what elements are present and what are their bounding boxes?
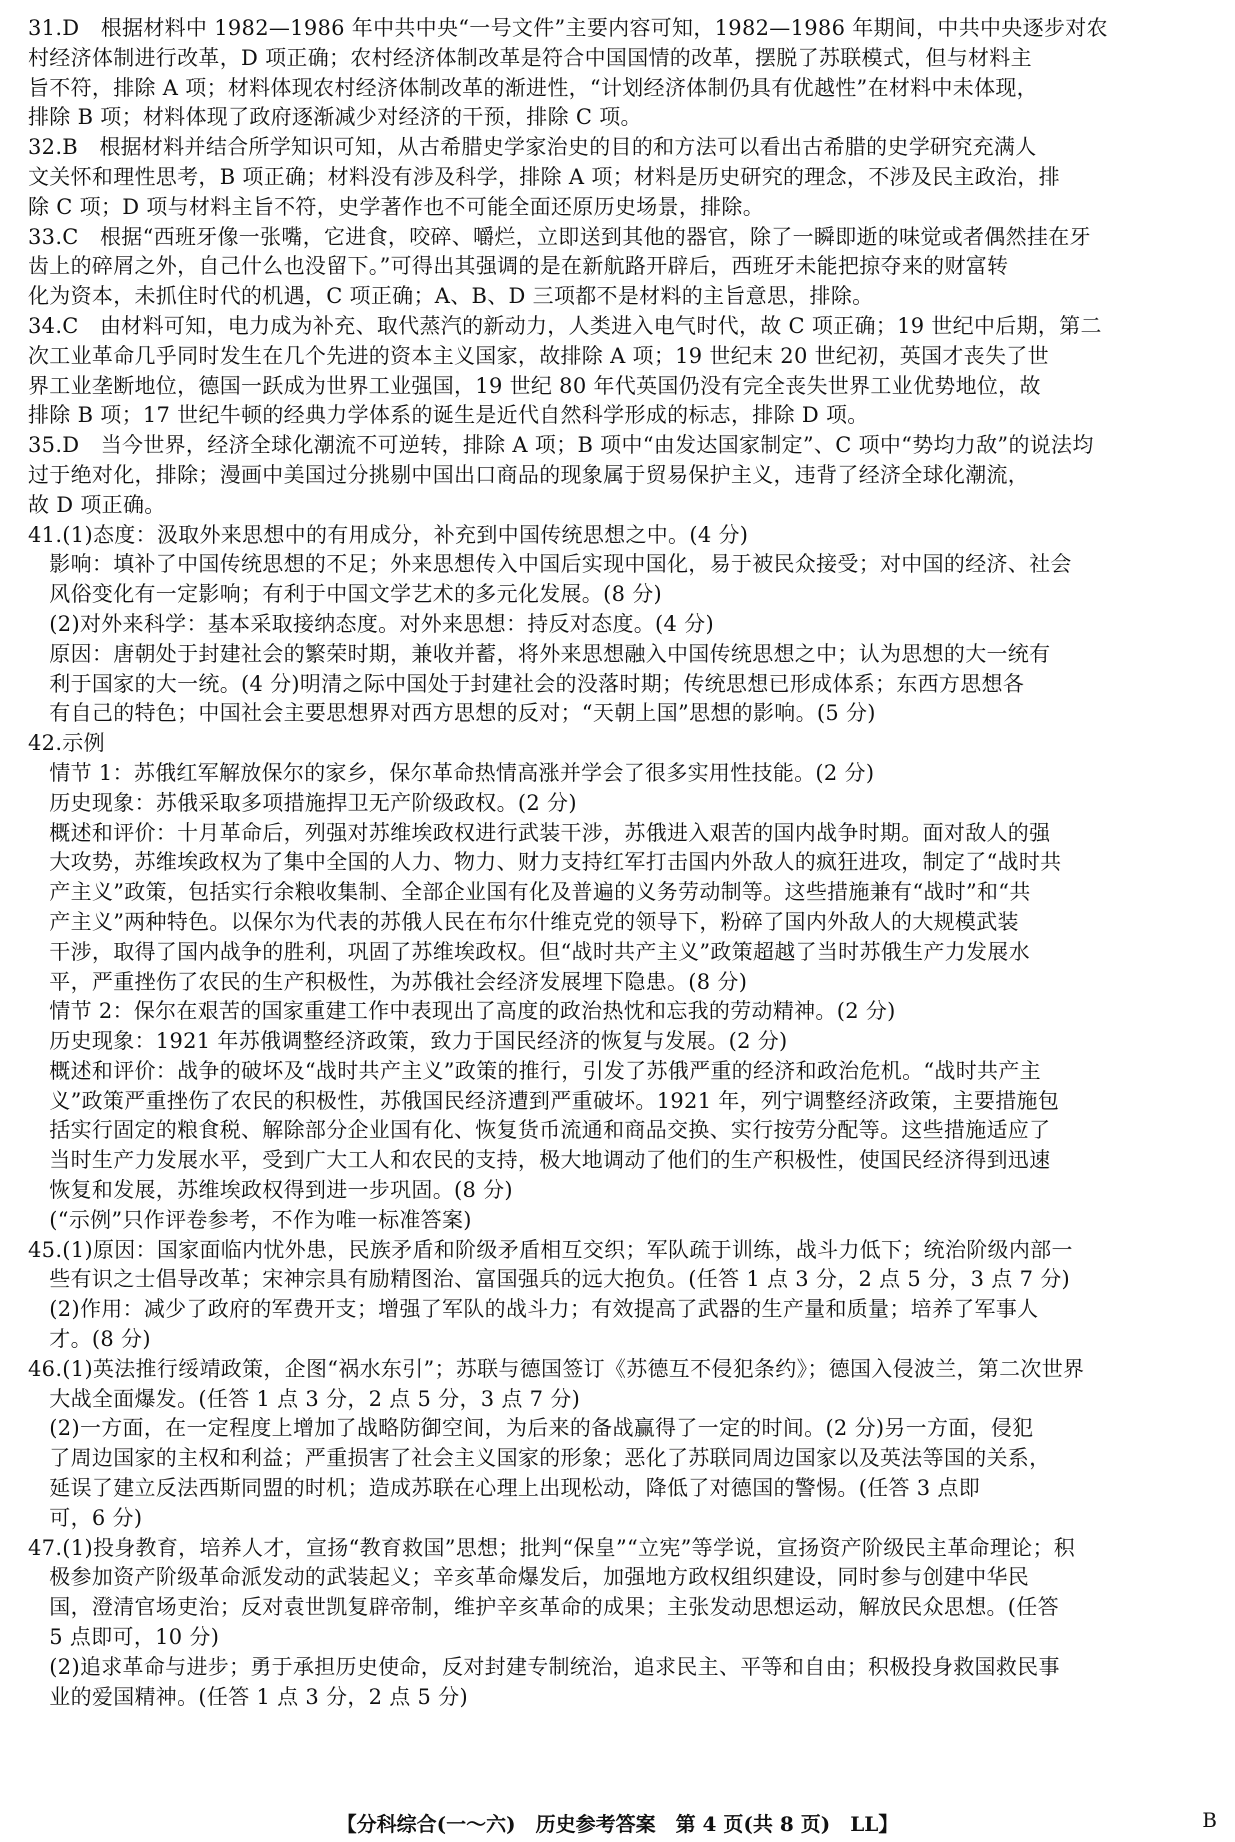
- answer-line: 过于绝对化，排除；漫画中美国过分挑剔中国出口商品的现象属于贸易保护主义，违背了经济全球化潮流，: [28, 462, 1030, 487]
- answer-line: 界工业垄断地位，德国一跃成为世界工业强国，19 世纪 80 年代英国仍没有完全丧失世界工业优势地位，故: [28, 373, 1041, 398]
- answer-line: 括实行固定的粮食税、解除部分企业国有化、恢复货币流通和商品交换、实行按劳分配等。这些措施适应了: [28, 1118, 1051, 1143]
- answer-line: 大战全面爆发。(任答 1 点 3 分，2 点 5 分，3 点 7 分): [28, 1386, 581, 1411]
- answer-line: 47.(1)投身教育，培养人才，宣扬“教育救国”思想；批判“保皇”“立宪”等学说，宣扬资产阶级民主革命理论；积: [28, 1535, 1076, 1560]
- answer-line: 原因：唐朝处于封建社会的繁荣时期，兼收并蓄，将外来思想融入中国传统思想之中；认为思想的大一统有: [28, 641, 1051, 666]
- footer-text: 【分科综合(一～六) 历史参考答案 第 4 页(共 8 页) LL】: [336, 1812, 899, 1836]
- answer-line: 5 点即可，10 分): [28, 1625, 220, 1650]
- answer-line: 历史现象：苏俄采取多项措施捍卫无产阶级政权。(2 分): [28, 790, 577, 815]
- answer-line: 国，澄清官场吏治；反对袁世凯复辟帝制，维护辛亥革命的成果；主张发动思想运动，解放民众思想。(任答: [28, 1595, 1059, 1620]
- answer-line: 历史现象：1921 年苏俄调整经济政策，致力于国民经济的恢复与发展。(2 分): [28, 1029, 788, 1054]
- answer-line: 情节 1：苏俄红军解放保尔的家乡，保尔革命热情高涨并学会了很多实用性技能。(2 分): [28, 760, 875, 785]
- answer-line: 排除 B 项；17 世纪牛顿的经典力学体系的诞生是近代自然科学形成的标志，排除 D 项。: [28, 403, 869, 428]
- answer-line: (2)追求革命与进步；勇于承担历史使命，反对封建专制统治，追求民主、平等和自由；积极投身救国救民事: [28, 1654, 1060, 1679]
- answer-line: 32.B 根据材料并结合所学知识可知，从古希腊史学家治史的目的和方法可以看出古希腊的史学研究充满人: [28, 135, 1037, 160]
- answer-line: 产主义”两种特色。以保尔为代表的苏俄人民在布尔什维克党的领导下，粉碎了国内外敌人的大规模武装: [28, 909, 1019, 934]
- answer-line: 文关怀和理性思考，B 项正确；材料没有涉及科学，排除 A 项；材料是历史研究的理念，不涉及民主政治，排: [28, 164, 1060, 189]
- answer-line: 村经济体制进行改革，D 项正确；农村经济体制改革是符合中国国情的改革，摆脱了苏联模式，但与材料主: [28, 45, 1032, 70]
- answer-line: 业的爱国精神。(任答 1 点 3 分，2 点 5 分): [28, 1684, 468, 1709]
- answer-line: 化为资本，未抓住时代的机遇，C 项正确；A、B、D 三项都不是材料的主旨意思，排除。: [28, 284, 874, 309]
- answer-line: (2)作用：减少了政府的军费开支；增强了军队的战斗力；有效提高了武器的生产量和质量；培养了军事人: [28, 1297, 1039, 1322]
- answer-line: 35.D 当今世界，经济全球化潮流不可逆转，排除 A 项；B 项中“由发达国家制定”、C 项中“势均力敌”的说法均: [28, 433, 1094, 458]
- answer-line: 概述和评价：十月革命后，列强对苏维埃政权进行武装干涉，苏俄进入艰苦的国内战争时期。面对敌人的强: [28, 820, 1051, 845]
- answer-line: 延误了建立反法西斯同盟的时机；造成苏联在心理上出现松动，降低了对德国的警惕。(任答 3 点即: [28, 1476, 980, 1501]
- answer-line: 影响：填补了中国传统思想的不足；外来思想传入中国后实现中国化，易于被民众接受；对中国的经济、社会: [28, 552, 1072, 577]
- answer-page: [28, 14, 1218, 1712]
- paper-version-mark: B: [1202, 1808, 1217, 1832]
- answer-line: 大攻势，苏维埃政权为了集中全国的人力、物力、财力支持红军打击国内外敌人的疯狂进攻，制定了“战时共: [28, 850, 1062, 875]
- answer-line: 干涉，取得了国内战争的胜利，巩固了苏维埃政权。但“战时共产主义”政策超越了当时苏俄生产力发展水: [28, 939, 1030, 964]
- answer-line: 排除 B 项；材料体现了政府逐渐减少对经济的干预，排除 C 项。: [28, 105, 642, 130]
- answer-line: 情节 2：保尔在艰苦的国家重建工作中表现出了高度的政治热忱和忘我的劳动精神。(2 分): [28, 999, 896, 1024]
- answer-line: 极参加资产阶级革命派发动的武装起义；辛亥革命爆发后，加强地方政权组织建设，同时参与创建中华民: [28, 1565, 1030, 1590]
- answer-line: 46.(1)英法推行绥靖政策，企图“祸水东引”；苏联与德国签订《苏德互不侵犯条约》；德国入侵波兰，第二次世界: [28, 1356, 1085, 1381]
- answer-line: 旨不符，排除 A 项；材料体现农村经济体制改革的渐进性，“计划经济体制仍具有优越性”在材料中未体现，: [28, 75, 1038, 100]
- answer-line: 些有识之士倡导改革；宋神宗具有励精图治、富国强兵的远大抱负。(任答 1 点 3 分，2 点 5 分，3 点 7 分): [28, 1267, 1070, 1292]
- answer-line: 平，严重挫伤了农民的生产积极性，为苏俄社会经济发展埋下隐患。(8 分): [28, 969, 748, 994]
- answer-line: 33.C 根据“西班牙像一张嘴，它进食，咬碎、嚼烂，立即送到其他的器官，除了一瞬即逝的味觉或者偶然挂在牙: [28, 224, 1091, 249]
- answer-line: 42.示例: [28, 731, 105, 756]
- answer-line: 义”政策严重挫伤了农民的积极性，苏俄国民经济遭到严重破坏。1921 年，列宁调整经济政策，主要措施包: [28, 1088, 1060, 1113]
- answer-line: 故 D 项正确。: [28, 492, 166, 517]
- answer-line: 有自己的特色；中国社会主要思想界对西方思想的反对；“天朝上国”思想的影响。(5 分): [28, 701, 876, 726]
- answer-line: 31.D 根据材料中 1982—1986 年中共中央“一号文件”主要内容可知，1982—1986 年期间，中共中央逐步对农: [28, 16, 1108, 40]
- answer-line: 产主义”政策，包括实行余粮收集制、全部企业国有化及普遍的义务劳动制等。这些措施兼有“战时”和“共: [28, 880, 1031, 905]
- answer-line: 风俗变化有一定影响；有利于中国文学艺术的多元化发展。(8 分): [28, 582, 663, 607]
- answer-line: 41.(1)态度：汲取外来思想中的有用成分，补充到中国传统思想之中。(4 分): [28, 522, 749, 547]
- answer-line: 才。(8 分): [28, 1327, 151, 1352]
- answer-line: (2)对外来科学：基本采取接纳态度。对外来思想：持反对态度。(4 分): [28, 611, 714, 636]
- answer-line: (2)一方面，在一定程度上增加了战略防御空间，为后来的备战赢得了一定的时间。(2 分)另一方面，侵犯: [28, 1416, 1034, 1441]
- answer-line: 当时生产力发展水平，受到广大工人和农民的支持，极大地调动了他们的生产积极性，使国民经济得到迅速: [28, 1148, 1051, 1173]
- answer-line: 可，6 分): [28, 1505, 143, 1530]
- answer-line: 利于国家的大一统。(4 分)明清之际中国处于封建社会的没落时期；传统思想已形成体系；东西方思想各: [28, 671, 1025, 696]
- page-footer: [0, 1808, 1235, 1837]
- answer-line: 概述和评价：战争的破坏及“战时共产主义”政策的推行，引发了苏俄严重的经济和政治危机。“战时共产主: [28, 1058, 1041, 1083]
- answer-line: 齿上的碎屑之外，自己什么也没留下。”可得出其强调的是在新航路开辟后，西班牙未能把掠夺来的财富转: [28, 254, 1009, 279]
- answer-line: 次工业革命几乎同时发生在几个先进的资本主义国家，故排除 A 项；19 世纪末 20 世纪初，英国才丧失了世: [28, 343, 1049, 368]
- answer-line: 恢复和发展，苏维埃政权得到进一步巩固。(8 分): [28, 1178, 513, 1203]
- answer-line: 45.(1)原因：国家面临内忧外患，民族矛盾和阶级矛盾相互交织；军队疏于训练，战斗力低下；统治阶级内部一: [28, 1237, 1073, 1262]
- answer-line: 34.C 由材料可知，电力成为补充、取代蒸汽的新动力，人类进入电气时代，故 C 项正确；19 世纪中后期，第二: [28, 313, 1102, 338]
- answer-line: 了周边国家的主权和利益；严重损害了社会主义国家的形象；恶化了苏联同周边国家以及英法等国的关系，: [28, 1446, 1051, 1471]
- answer-line: (“示例”只作评卷参考，不作为唯一标准答案): [28, 1207, 472, 1232]
- answer-line: 除 C 项；D 项与材料主旨不符，史学著作也不可能全面还原历史场景，排除。: [28, 194, 765, 219]
